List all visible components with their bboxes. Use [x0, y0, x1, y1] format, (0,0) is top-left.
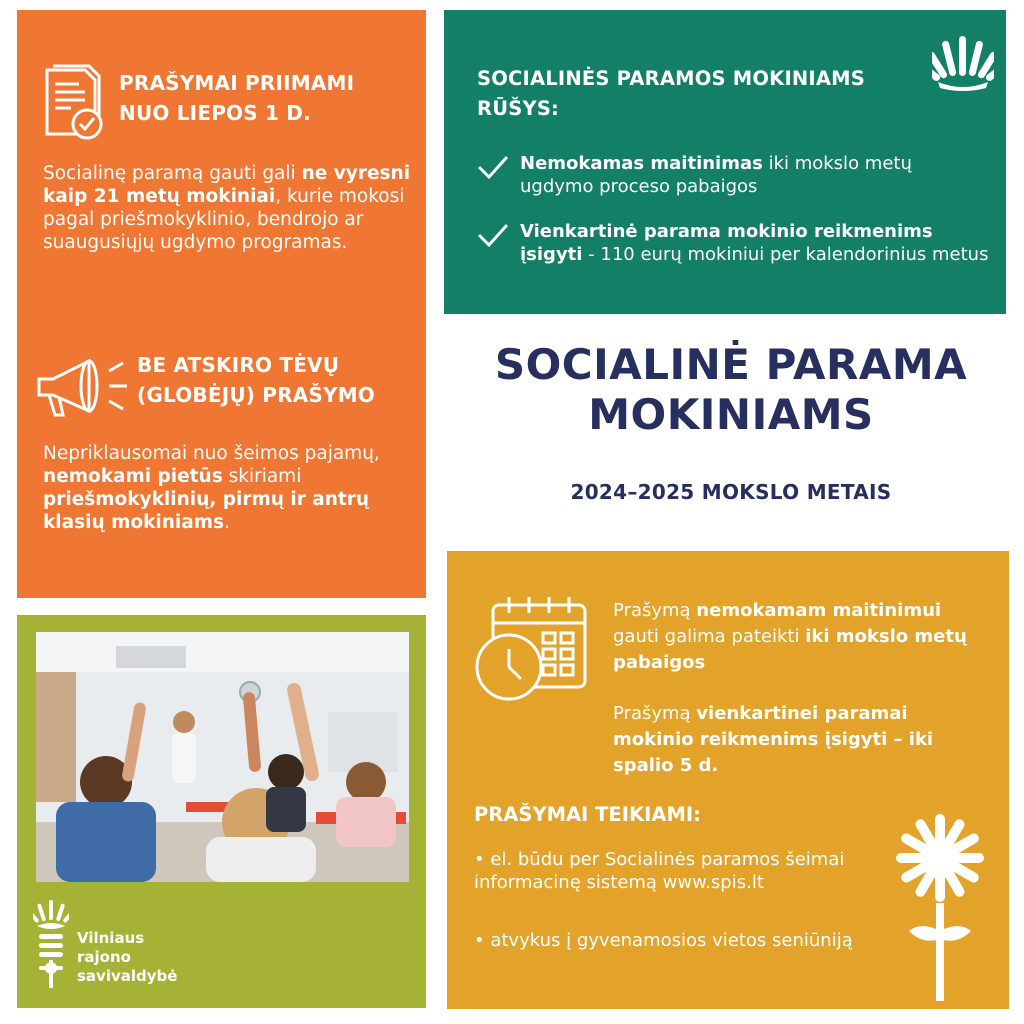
- flower-icon: [895, 813, 985, 1003]
- eligibility-panel: [17, 10, 426, 598]
- municipality-logo-icon: [33, 900, 69, 990]
- eligibility-text: Socialinę paramą gauti gali ne vyresni kaip 21 metų mokiniai, kurie mokosi pagal priešmokyklinio, bendrojo ar suaugusiųjų ugdymo programas.: [43, 163, 411, 253]
- submission-method-in-person: • atvykus į gyvenamosios vietos seniūniją: [474, 930, 853, 951]
- support-types-heading: SOCIALINĖS PARAMOS MOKINIAMS RŪŠYS:: [477, 67, 866, 120]
- calendar-clock-icon: [471, 593, 591, 703]
- megaphone-icon: [35, 355, 135, 419]
- applications-panel: [447, 551, 1009, 1009]
- support-item-one-time: Vienkartinė parama mokinio reikmenims įsigyti - 110 eurų mokiniui per kalendorinius metus: [477, 220, 987, 300]
- documents-check-icon: [37, 62, 111, 142]
- support-types-panel: [444, 10, 1006, 314]
- municipality-logo-text: Vilniaus rajono savivaldybė: [77, 929, 178, 985]
- applications-accepted-heading: PRAŠYMAI PRIIMAMI NUO LIEPOS 1 D.: [119, 71, 355, 125]
- check-icon: [477, 222, 509, 248]
- no-parent-request-heading: BE ATSKIRO TĖVŲ (GLOBĖJŲ) PRAŠYMO: [137, 353, 376, 407]
- free-meals-deadline-text: Prašymą nemokamam maitinimui gauti galima pateikti iki mokslo metų pabaigos: [613, 600, 967, 673]
- submission-methods-heading: PRAŠYMAI TEIKIAMI:: [474, 803, 701, 826]
- check-icon: [477, 154, 509, 180]
- support-item-free-meals: Nemokamas maitinimas iki mokslo metų ugdymo proceso pabaigos: [477, 152, 987, 212]
- free-lunch-text: Nepriklausomai nuo šeimos pajamų, nemokami pietūs skiriami priešmokyklinių, pirmų ir antrų klasių mokiniams.: [43, 443, 380, 533]
- classroom-photo: [36, 632, 409, 882]
- page-subtitle: 2024–2025 MOKSLO METAIS: [570, 480, 892, 504]
- submission-method-online: • el. būdu per Socialinės paramos šeimai informacinę sistemą www.spis.lt: [474, 849, 845, 893]
- page-title: SOCIALINĖ PARAMA MOKINIAMS: [494, 340, 968, 439]
- one-time-support-deadline-text: Prašymą vienkartinei paramai mokinio reikmenims įsigyti – iki spalio 5 d.: [613, 703, 934, 776]
- photo-panel: [17, 615, 426, 1008]
